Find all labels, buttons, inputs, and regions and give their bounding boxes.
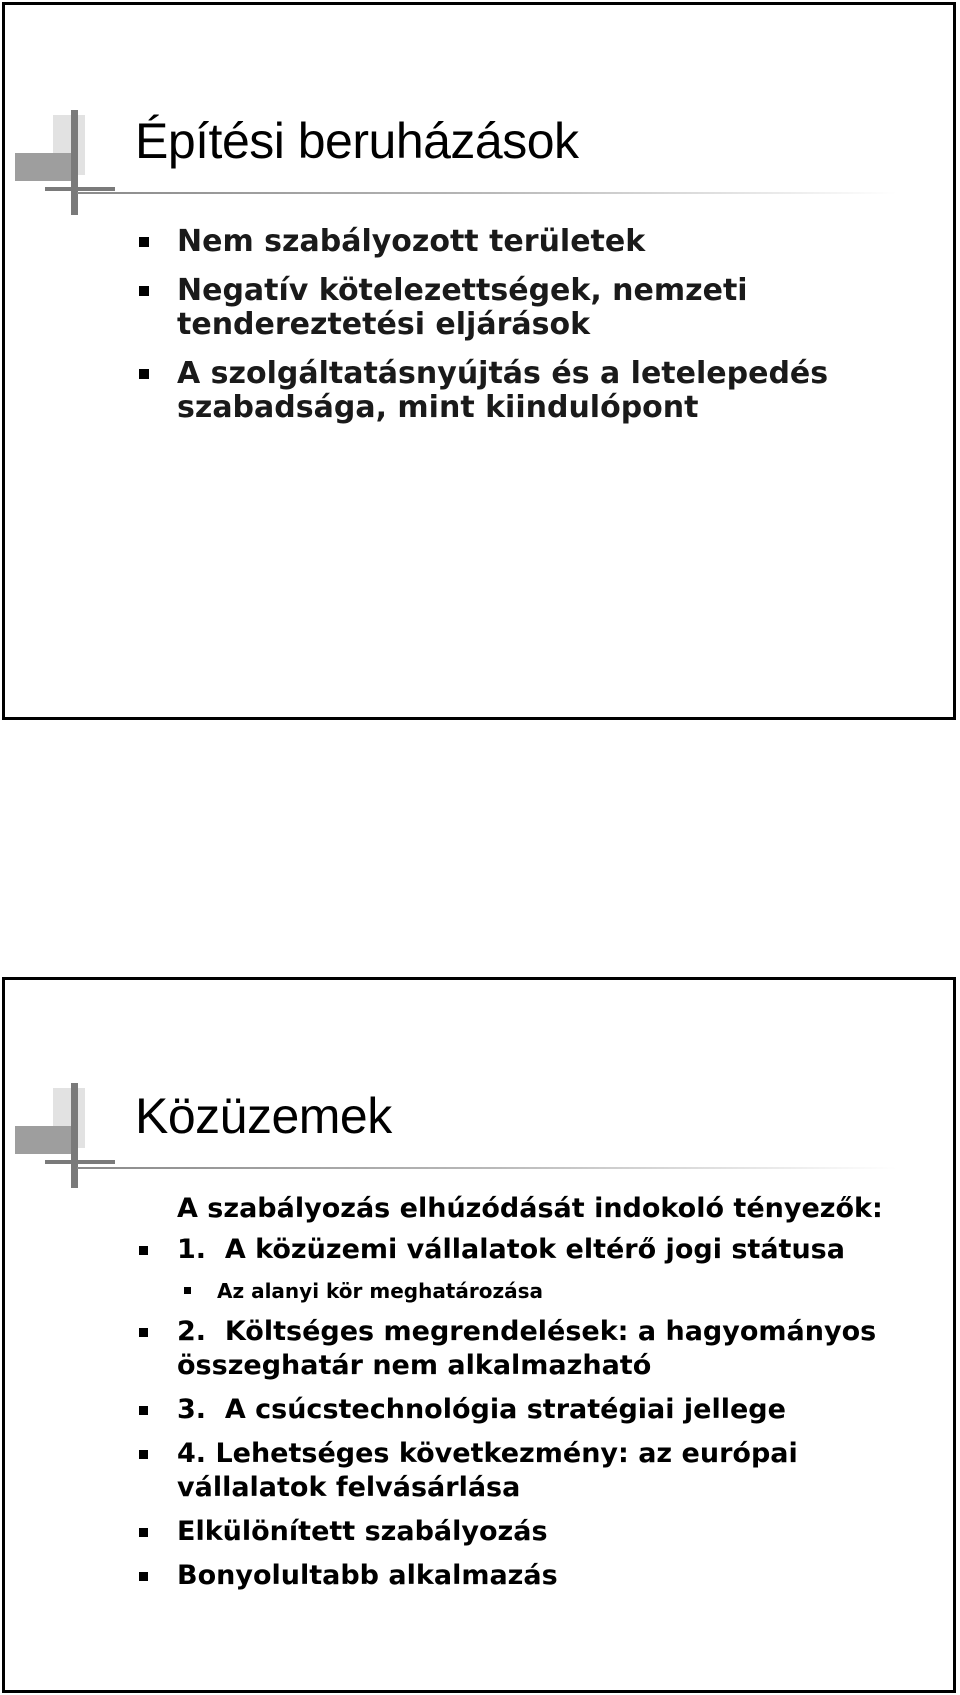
list-item — [139, 274, 828, 342]
slide-kozuzemek — [2, 977, 956, 1693]
list-item-text: 2. Költséges megrendelések: a hagyományos — [177, 1316, 877, 1347]
list-item-text: 4. Lehetséges következmény: az európai — [177, 1438, 798, 1469]
bullet-square-icon — [139, 286, 149, 296]
list-item — [139, 1559, 876, 1593]
bullet-square-icon — [139, 369, 149, 379]
list-item-text: Nem szabályozott területek — [177, 224, 646, 259]
bullet-square-icon — [184, 1287, 191, 1294]
list-item — [139, 357, 828, 425]
list-item-text: 3. A csúcstechnológia stratégiai jellege — [177, 1394, 786, 1425]
list-item-text: Bonyolultabb alkalmazás — [177, 1560, 558, 1591]
bullet-square-icon — [139, 1246, 148, 1255]
bullet-square-icon — [139, 237, 149, 247]
list-item — [139, 1437, 876, 1505]
slide-title: Közüzemek — [135, 1088, 392, 1144]
bullet-square-icon — [139, 1528, 148, 1537]
bullet-square-icon — [139, 1450, 148, 1459]
slide-logo-icon — [15, 1078, 115, 1188]
list-item-text-continued: szabadsága, mint kiindulópont — [177, 390, 699, 425]
intro-text: A szabályozás elhúzódását indokoló tényezők: — [177, 1193, 883, 1224]
list-item — [139, 1233, 876, 1267]
list-item-text: A szolgáltatásnyújtás és a letelepedés — [177, 356, 829, 391]
title-divider — [77, 192, 897, 194]
list-item-text: Az alanyi kör meghatározása — [217, 1279, 544, 1303]
list-item — [139, 1393, 876, 1427]
list-item-text-continued: vállalatok felvásárlása — [177, 1472, 521, 1503]
list-item-text: 1. A közüzemi vállalatok eltérő jogi státusa — [177, 1234, 845, 1265]
bullet-list — [139, 1233, 876, 1603]
slide-logo-icon — [15, 105, 115, 215]
list-item — [139, 1315, 876, 1383]
list-item-text-continued: összeghatár nem alkalmazható — [177, 1350, 652, 1381]
sub-list-item — [139, 1277, 876, 1305]
title-divider — [77, 1167, 897, 1169]
slide-epitesi-beruhazasok — [2, 2, 956, 720]
list-item-text-continued: tendereztetési eljárások — [177, 307, 591, 342]
bullet-square-icon — [139, 1572, 148, 1581]
bullet-list — [139, 225, 828, 440]
bullet-square-icon — [139, 1406, 148, 1415]
list-item-text: Elkülönített szabályozás — [177, 1516, 548, 1547]
list-item-text: Negatív kötelezettségek, nemzeti — [177, 273, 748, 308]
slide-title: Építési beruházások — [135, 113, 579, 169]
bullet-square-icon — [139, 1328, 148, 1337]
list-item — [139, 1515, 876, 1549]
list-item — [139, 225, 828, 259]
